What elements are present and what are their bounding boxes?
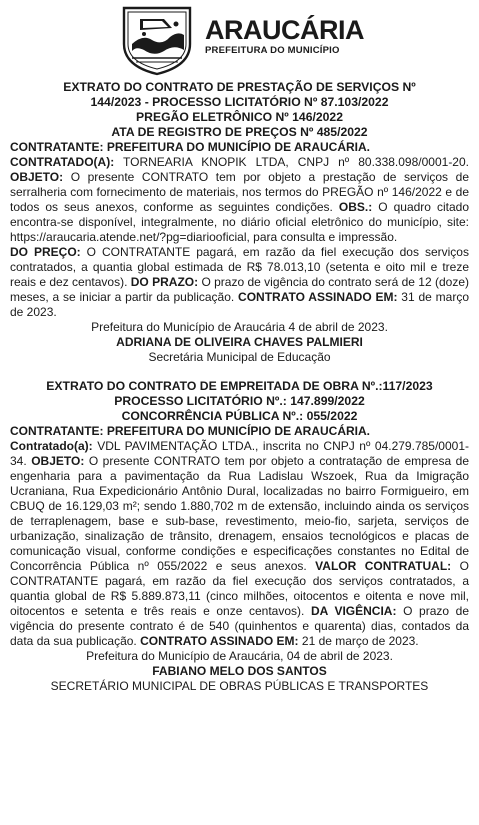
extract2-valor-text: O CONTRATANTE pagará, em razão da fiel execução dos serviços contratados, a quantia global de R$ 5.889.873,11 (cinco milhões, oitocentos e oitenta e nove mil, oitocentos e setenta e três reais e onze centavos).	[10, 559, 469, 618]
extract2-title-line-3: CONCORRÊNCIA PÚBLICA Nº.: 055/2022	[121, 409, 358, 423]
extract2-signer-role: SECRETÁRIO MUNICIPAL DE OBRAS PÚBLICAS E TRANSPORTES	[50, 679, 429, 693]
extract2-assinado-text: 21 de março de 2023.	[298, 634, 419, 648]
extract1-price-paragraph	[10, 245, 469, 320]
extract2-objeto-text: O presente CONTRATO tem por objeto a contratação de empresa de engenharia para a pavimentação da Rua Ladislau Wszoek, Rua da Imigração Ucraniana, Rua Expedicionário Antônio Dural, localizadas no bairro Formigueiro, em CBUQ de 16.129,03 m²; sendo 1.880,702 m de extensão, incluindo ainda os serviços de terraplenagem, base e sub-base, revestimento, meio-fio, sarjeta, serviços de urbanização, sinalização de trânsito, drenagem, ensaios tecnológicos e placas de comunicação visual, conforme condições e especificações constantes no Edital de Concorrência Pública nº 055/2022 e seus anexos.	[10, 454, 469, 573]
extract1-title-line-3: PREGÃO ELETRÔNICO Nº 146/2022	[136, 110, 343, 124]
extract1-body-paragraph	[10, 155, 469, 245]
contract-extract-2	[10, 379, 469, 694]
extract1-signer-role: Secretária Municipal de Educação	[148, 350, 331, 364]
brand-subtitle: PREFEITURA DO MUNICÍPIO	[205, 45, 340, 56]
extract1-signer-name: ADRIANA DE OLIVEIRA CHAVES PALMIERI	[116, 335, 363, 349]
extract1-assinado-label: CONTRATO ASSINADO EM:	[238, 290, 398, 304]
extract1-title-line-4: ATA DE REGISTRO DE PREÇOS Nº 485/2022	[111, 125, 368, 139]
extract2-contratante: CONTRATANTE: PREFEITURA DO MUNICÍPIO DE ARAUCÁRIA.	[10, 424, 370, 438]
extract1-title-line-1: EXTRATO DO CONTRATO DE PRESTAÇÃO DE SERVIÇOS Nº	[63, 80, 416, 94]
extract1-place-date: Prefeitura do Município de Araucária 4 de abril de 2023.	[91, 320, 388, 334]
contract-extract-1	[10, 80, 469, 365]
extract2-body-paragraph	[10, 439, 469, 649]
document-body	[10, 80, 469, 694]
extract1-preco-text: O CONTRATANTE pagará, em razão da fiel execução dos serviços contratados, a quantia global estimada de R$ 78.013,10 (setenta e oito mil e treze reais e dez centavos).	[10, 245, 469, 289]
extract2-vigencia-label: DA VIGÊNCIA:	[310, 604, 397, 618]
extract1-contratado-text: TORNEARIA KNOPIK LTDA, CNPJ nº 80.338.098/0001-20.	[114, 155, 469, 169]
extract1-preco-label: DO PREÇO:	[10, 245, 81, 259]
extract1-assinado-text: 31 de março de 2023.	[10, 290, 469, 319]
extract2-contratado-label: Contratado(a):	[10, 439, 93, 453]
section-spacer	[10, 365, 469, 379]
extract2-vigencia-text: O prazo de vigência do presente contrato é de 540 (quinhentos e quarenta) dias, contados da data da sua publicação.	[10, 604, 469, 648]
extract2-place-date: Prefeitura do Município de Araucária, 04 de abril de 2023.	[86, 649, 393, 663]
extract2-signer-name: FABIANO MELO DOS SANTOS	[152, 664, 327, 678]
extract2-valor-label: VALOR CONTRATUAL:	[315, 559, 452, 573]
extract1-obs-text: O quadro citado encontra-se disponível, integralmente, no diário oficial eletrônico do município, site: https://araucaria.atende.net/?pg=diariooficial, para consulta e impressão.	[10, 200, 469, 244]
araucaria-municipal-seal-icon	[118, 4, 196, 76]
extract1-objeto-text: O presente CONTRATO tem por objeto a prestação de serviços de serralheria com fornecimento de materiais, nos termos do PREGÃO nº 146/2022 e de todos os seus anexos, conforme as seguintes condições.	[10, 170, 469, 214]
header	[0, 0, 479, 78]
extract1-title-line-2: 144/2023 - PROCESSO LICITATÓRIO Nº 87.103/2022	[90, 95, 389, 109]
extract2-objeto-label: OBJETO:	[31, 454, 85, 468]
extract2-assinado-label: CONTRATO ASSINADO EM:	[140, 634, 299, 648]
extract1-prazo-label: DO PRAZO:	[130, 275, 199, 289]
extract1-contratado-label: CONTRATADO(A):	[10, 155, 115, 169]
extract2-title-line-2: PROCESSO LICITATÓRIO Nº.: 147.899/2022	[114, 394, 365, 408]
extract1-objeto-label: OBJETO:	[10, 170, 64, 184]
extract1-prazo-text: O prazo de vigência do contrato será de 12 (doze) meses, a se iniciar a partir da publicação.	[10, 275, 469, 304]
extract1-contratante: CONTRATANTE: PREFEITURA DO MUNICÍPIO DE ARAUCÁRIA.	[10, 140, 370, 154]
extract2-contratado-text: VDL PAVIMENTAÇÃO LTDA., inscrita no CNPJ nº 04.279.785/0001-34.	[10, 439, 469, 468]
brand-name: ARAUCÁRIA	[205, 15, 364, 45]
extract2-title-line-1: EXTRATO DO CONTRATO DE EMPREITADA DE OBRA Nº.:117/2023	[46, 379, 433, 393]
extract1-obs-label: OBS.:	[338, 200, 373, 214]
